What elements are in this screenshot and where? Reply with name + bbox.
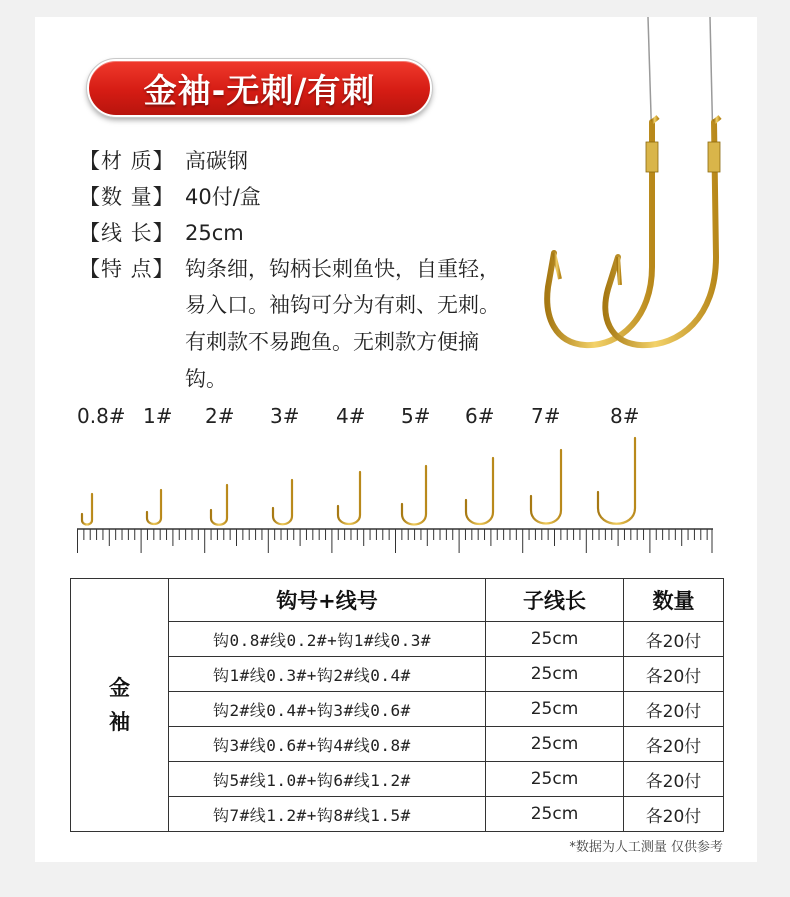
hook-pair-illustration [540, 17, 740, 357]
footnote: *数据为人工测量 仅供参考 [569, 840, 723, 855]
spec-label: 【线 长】 [79, 221, 175, 245]
cell-line-length: 25cm [486, 727, 624, 762]
table-row [71, 657, 724, 692]
cell-hook-line: 钩2#线0.4#+钩3#线0.6# [169, 692, 486, 727]
feature-description [185, 287, 525, 398]
spec-table [70, 578, 723, 830]
cell-quantity: 各20付 [624, 657, 724, 692]
side-label-char: 袖 [109, 710, 130, 734]
table-row [71, 622, 724, 657]
table-row [71, 797, 724, 832]
hook-size-1 [147, 490, 161, 524]
size-label: 5# [401, 404, 431, 428]
cell-quantity: 各20付 [624, 692, 724, 727]
cell-line-length: 25cm [486, 657, 624, 692]
spec-value: 25cm [185, 221, 244, 245]
hook-size-2 [211, 485, 227, 525]
spec-label: 【材 质】 [79, 149, 175, 173]
cell-quantity: 各20付 [624, 622, 724, 657]
cell-line-length: 25cm [486, 622, 624, 657]
column-header: 钩号+线号 [169, 579, 486, 622]
spec-value: 钩条细，钩柄长刺鱼快，自重轻， [185, 257, 500, 281]
hook-size-comparison [70, 430, 670, 530]
cell-hook-line: 钩0.8#线0.2#+钩1#线0.3# [169, 622, 486, 657]
hook-size-7 [531, 450, 561, 524]
cell-quantity: 各20付 [624, 797, 724, 832]
feature-line: 钩。 [185, 367, 227, 391]
column-header: 数量 [624, 579, 724, 622]
size-label: 1# [143, 404, 173, 428]
size-label: 4# [336, 404, 366, 428]
table-header-row [71, 579, 724, 622]
title-banner [87, 59, 432, 117]
spec-value: 高碳钢 [185, 149, 248, 173]
table-row [71, 727, 724, 762]
hook-size-4 [338, 472, 360, 524]
spec-value: 40付/盒 [185, 185, 261, 209]
column-header: 子线长 [486, 579, 624, 622]
table-row [71, 762, 724, 797]
feature-line: 有刺款不易跑鱼。无刺款方便摘 [185, 330, 479, 354]
cell-quantity: 各20付 [624, 727, 724, 762]
cell-quantity: 各20付 [624, 762, 724, 797]
cell-line-length: 25cm [486, 797, 624, 832]
size-label: 3# [270, 404, 300, 428]
feature-line: 易入口。袖钩可分为有刺、无刺。 [185, 293, 500, 317]
page-title: 金袖-无刺/有刺 [143, 70, 376, 110]
spec-label: 【特 点】 [79, 257, 175, 281]
hook-size-6 [466, 458, 493, 524]
hook-size-8 [598, 438, 635, 524]
size-label: 8# [610, 404, 640, 428]
size-label: 0.8# [77, 404, 126, 428]
table-side-label [71, 579, 169, 832]
size-label: 2# [205, 404, 235, 428]
cell-line-length: 25cm [486, 762, 624, 797]
hook-size-5 [402, 466, 426, 525]
cell-hook-line: 钩3#线0.6#+钩4#线0.8# [169, 727, 486, 762]
hook-size-3 [273, 480, 292, 524]
size-label: 7# [531, 404, 561, 428]
spec-label: 【数 量】 [79, 185, 175, 209]
size-label: 6# [465, 404, 495, 428]
table-row [71, 692, 724, 727]
side-label-char: 金 [109, 676, 130, 700]
cell-hook-line: 钩5#线1.0#+钩6#线1.2# [169, 762, 486, 797]
hook-size-0-8 [82, 494, 92, 525]
cell-line-length: 25cm [486, 692, 624, 727]
cell-hook-line: 钩7#线1.2#+钩8#线1.5# [169, 797, 486, 832]
cell-hook-line: 钩1#线0.3#+钩2#线0.4# [169, 657, 486, 692]
measurement-ruler [77, 528, 713, 556]
